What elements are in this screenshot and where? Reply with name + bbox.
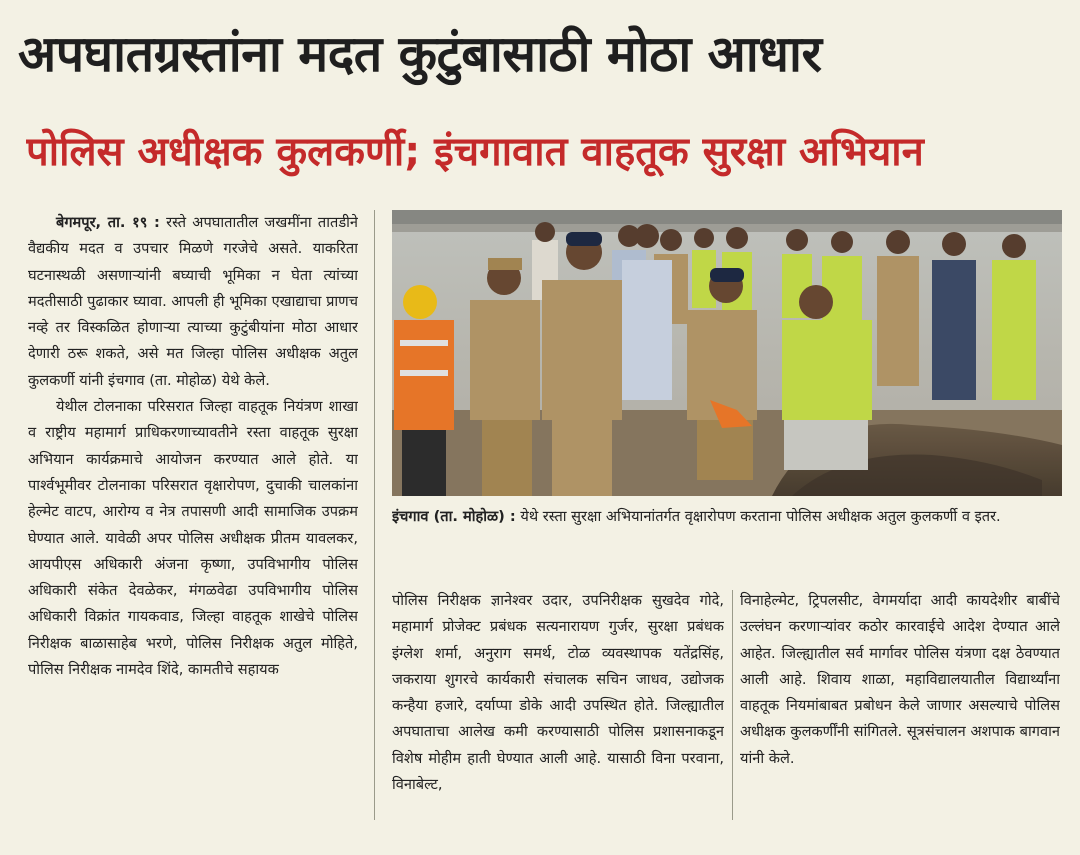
column-2-text: पोलिस निरीक्षक ज्ञानेश्वर उदार, उपनिरीक्षक सुखदेव गोदे, महामार्ग प्रोजेक्ट प्रबंधक सत्यनारायण गुर्जर, सुरक्षा प्रबंधक इंग्लेश शर्मा, अनुराग समर्थ, टोळ व्यवस्थापक यतेंद्रसिंह, जकराया शुगरचे कार्यकारी संचालक सचिन जाधव, उद्योजक कन्हैया हजारे, दर्याप्पा डोके आदी उपस्थित होते. जिल्ह्यातील अपघाताचा आलेख कमी करण्यासाठी पोलिस प्रशासनाकडून विशेष मोहीम हाती घेण्यात आली आहे. यासाठी विना परवाना, विनाबेल्ट, [392, 592, 724, 794]
headline: अपघातग्रस्तांना मदत कुटुंबासाठी मोठा आधार [18, 25, 822, 83]
column-divider-2 [732, 590, 733, 820]
news-photo [392, 210, 1062, 496]
article-paragraph-2: येथील टोलनाका परिसरात जिल्हा वाहतूक नियंत्रण शाखा व राष्ट्रीय महामार्ग प्राधिकरणाच्यावतीने रस्ता वाहतूक सुरक्षा अभियान कार्यक्रमाचे आयोजन करण्यात आले होते. या पार्श्वभूमीवर टोलनाका परिसरात वृक्षारोपण, दुचाकी चालकांना हेल्मेट वाटप, आरोग्य व नेत्र तपासणी आदी सामाजिक उपक्रम घेण्यात आले. यावेळी अपर पोलिस अधीक्षक प्रीतम यावलकर, आयपीएस अधिकारी अंजना कृष्णा, उपविभागीय पोलिस अधिकारी संकेत देवळेकर, मंगळवेढा उपविभागीय पोलिस अधिकारी विक्रांत गायकवाड, जिल्हा वाहतूक शाखेचे पोलिस निरीक्षक बाळासाहेब भरणे, पोलिस निरीक्षक अतुल मोहिते, पोलिस निरीक्षक नामदेव शिंदे, कामतीचे सहायक [28, 398, 358, 679]
article-paragraph-1 [28, 210, 358, 394]
column-divider-1 [374, 210, 375, 820]
article-column-3 [740, 588, 1060, 828]
tree-plantation-photo [392, 210, 1062, 496]
caption-text: येथे रस्ता सुरक्षा अभियानांतर्गत वृक्षारोपण करताना पोलिस अधीक्षक अतुल कुलकर्णी व इतर. [520, 508, 1001, 525]
caption-place: इंचगाव (ता. मोहोळ) : [392, 508, 516, 525]
dateline: बेगमपूर, ता. १९ : [56, 214, 160, 231]
photo-caption [392, 503, 1062, 563]
article-column-1 [28, 210, 358, 830]
article-column-2 [392, 588, 724, 828]
subheadline: पोलिस अधीक्षक कुलकर्णी; इंचगावात वाहतूक सुरक्षा अभियान [26, 129, 924, 175]
column-3-text: विनाहेल्मेट, ट्रिपलसीट, वेगमर्यादा आदी कायदेशीर बाबींचे उल्लंघन करणाऱ्यांवर कठोर कारवाईचे आदेश देण्यात आले आहेत. जिल्ह्यातील सर्व मार्गावर पोलिस यंत्रणा दक्ष ठेवण्यात आली आहे. शिवाय शाळा, महाविद्यालयातील विद्यार्थ्यांना वाहतूक नियमांबाबत प्रबोधन केले जाणार असल्याचे पोलिस अधीक्षक कुलकर्णींनी सांगितले. सूत्रसंचालन अशपाक बागवान यांनी केले. [740, 592, 1060, 767]
paragraph-1-text: रस्ते अपघातातील जखमींना तातडीने वैद्यकीय मदत व उपचार मिळणे गरजेचे असते. याकरिता घटनास्थळी असणाऱ्यांनी बघ्याची भूमिका न घेता त्यांच्या मदतीसाठी पुढाकार घ्यावा. आपली ही भूमिका एखाद्याचा प्राणच नव्हे तर विस्कळित होणाऱ्या त्याच्या कुटुंबीयांना मोठा आधार देणारी ठरू शकते, असे मत जिल्हा पोलिस अधीक्षक अतुल कुलकर्णी यांनी इंचगाव (ता. मोहोळ) येथे केले. [28, 214, 358, 389]
